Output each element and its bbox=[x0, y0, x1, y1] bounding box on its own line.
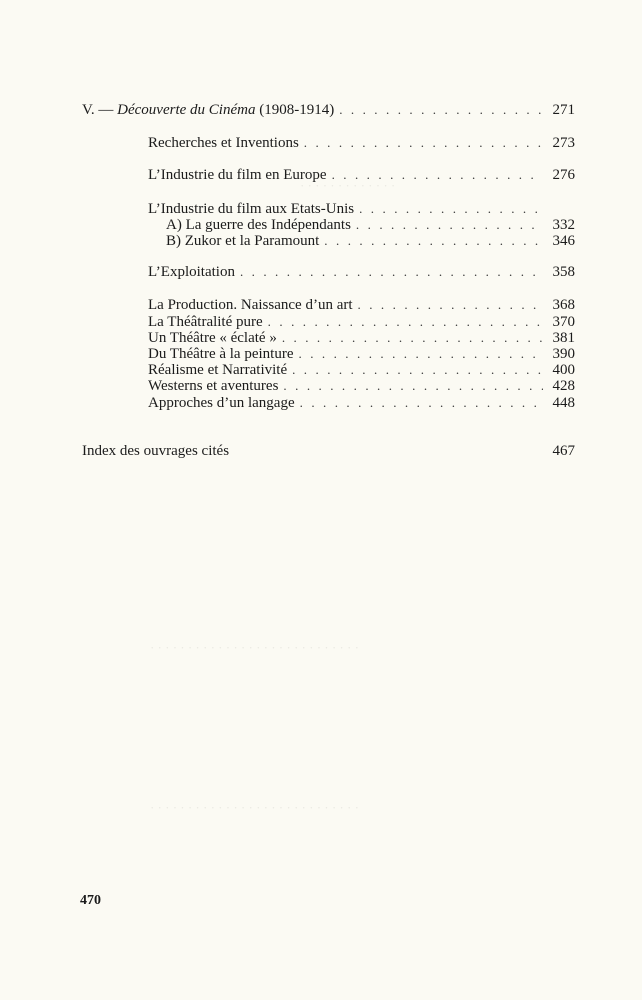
toc-entry bbox=[148, 263, 575, 281]
toc-entry bbox=[148, 166, 575, 184]
toc-entry-label: B) Zukor et la Paramount bbox=[166, 233, 320, 249]
toc-page-number: 346 bbox=[552, 233, 575, 249]
toc-page-number: 358 bbox=[552, 264, 575, 280]
toc-page-number: 271 bbox=[552, 102, 575, 118]
toc-entry-label: A) La guerre des Indépendants bbox=[166, 217, 351, 233]
chapter-heading bbox=[82, 101, 339, 119]
toc-entry bbox=[148, 296, 575, 314]
toc-entry-label: Approches d’un langage bbox=[148, 395, 295, 411]
dot-leader bbox=[332, 166, 543, 184]
dot-leader bbox=[358, 296, 543, 314]
toc-page-number: 276 bbox=[552, 167, 575, 183]
show-through-text: · · · · · · · · · · · · · bbox=[300, 178, 396, 193]
toc-entry bbox=[148, 134, 575, 152]
dot-leader bbox=[240, 263, 543, 281]
toc-entry bbox=[148, 394, 575, 412]
show-through-text: · · · · · · · · · · · · · · · · · · · · · · · · · · · · bbox=[150, 800, 359, 815]
toc-page-number: 381 bbox=[552, 330, 575, 346]
toc-chapter-row bbox=[82, 101, 575, 119]
chapter-number: V. — bbox=[82, 102, 118, 118]
dot-leader bbox=[304, 134, 543, 152]
toc-page-number: 428 bbox=[552, 378, 575, 394]
toc-entry-label: La Théâtralité pure bbox=[148, 314, 263, 330]
chapter-years: (1908-1914) bbox=[255, 102, 335, 118]
folio-page-number: 470 bbox=[80, 893, 101, 908]
toc-page-number: 448 bbox=[552, 395, 575, 411]
toc-entry bbox=[148, 377, 575, 395]
dot-leader bbox=[339, 101, 543, 119]
toc-entry-label: Du Théâtre à la peinture bbox=[148, 346, 294, 362]
show-through-text: · · · · · · · · · · · · · · · · · · · · · · · · · · · · bbox=[150, 640, 359, 655]
toc-entry-label: L’Industrie du film aux Etats-Unis bbox=[148, 201, 355, 217]
toc-entry-label: L’Industrie du film en Europe bbox=[148, 167, 327, 183]
dot-leader bbox=[324, 232, 543, 250]
toc-page-number: 370 bbox=[552, 314, 575, 330]
toc-entry-label: La Production. Naissance d’un art bbox=[148, 297, 353, 313]
dot-leader bbox=[300, 394, 543, 412]
toc-page-number: 400 bbox=[552, 362, 575, 378]
toc-entry bbox=[166, 232, 575, 250]
toc-page-number: 390 bbox=[552, 346, 575, 362]
dot-leader bbox=[283, 377, 543, 395]
toc-entry-label: L’Exploitation bbox=[148, 264, 235, 280]
toc-entry-label: Index des ouvrages cités bbox=[82, 443, 230, 459]
toc-entry-label: Réalisme et Narrativité bbox=[148, 362, 288, 378]
toc-page-number: 332 bbox=[552, 217, 575, 233]
toc-index-row bbox=[82, 442, 575, 460]
toc-entry-label: Recherches et Inventions bbox=[148, 135, 299, 151]
toc-entry-label: Un Théâtre « éclaté » bbox=[148, 330, 277, 346]
toc-page-number: 467 bbox=[552, 443, 575, 459]
toc-page-number: 368 bbox=[552, 297, 575, 313]
toc-entry-label: Westerns et aventures bbox=[148, 378, 279, 394]
chapter-title: Découverte du Cinéma bbox=[117, 102, 256, 118]
toc-page-number: 273 bbox=[552, 135, 575, 151]
